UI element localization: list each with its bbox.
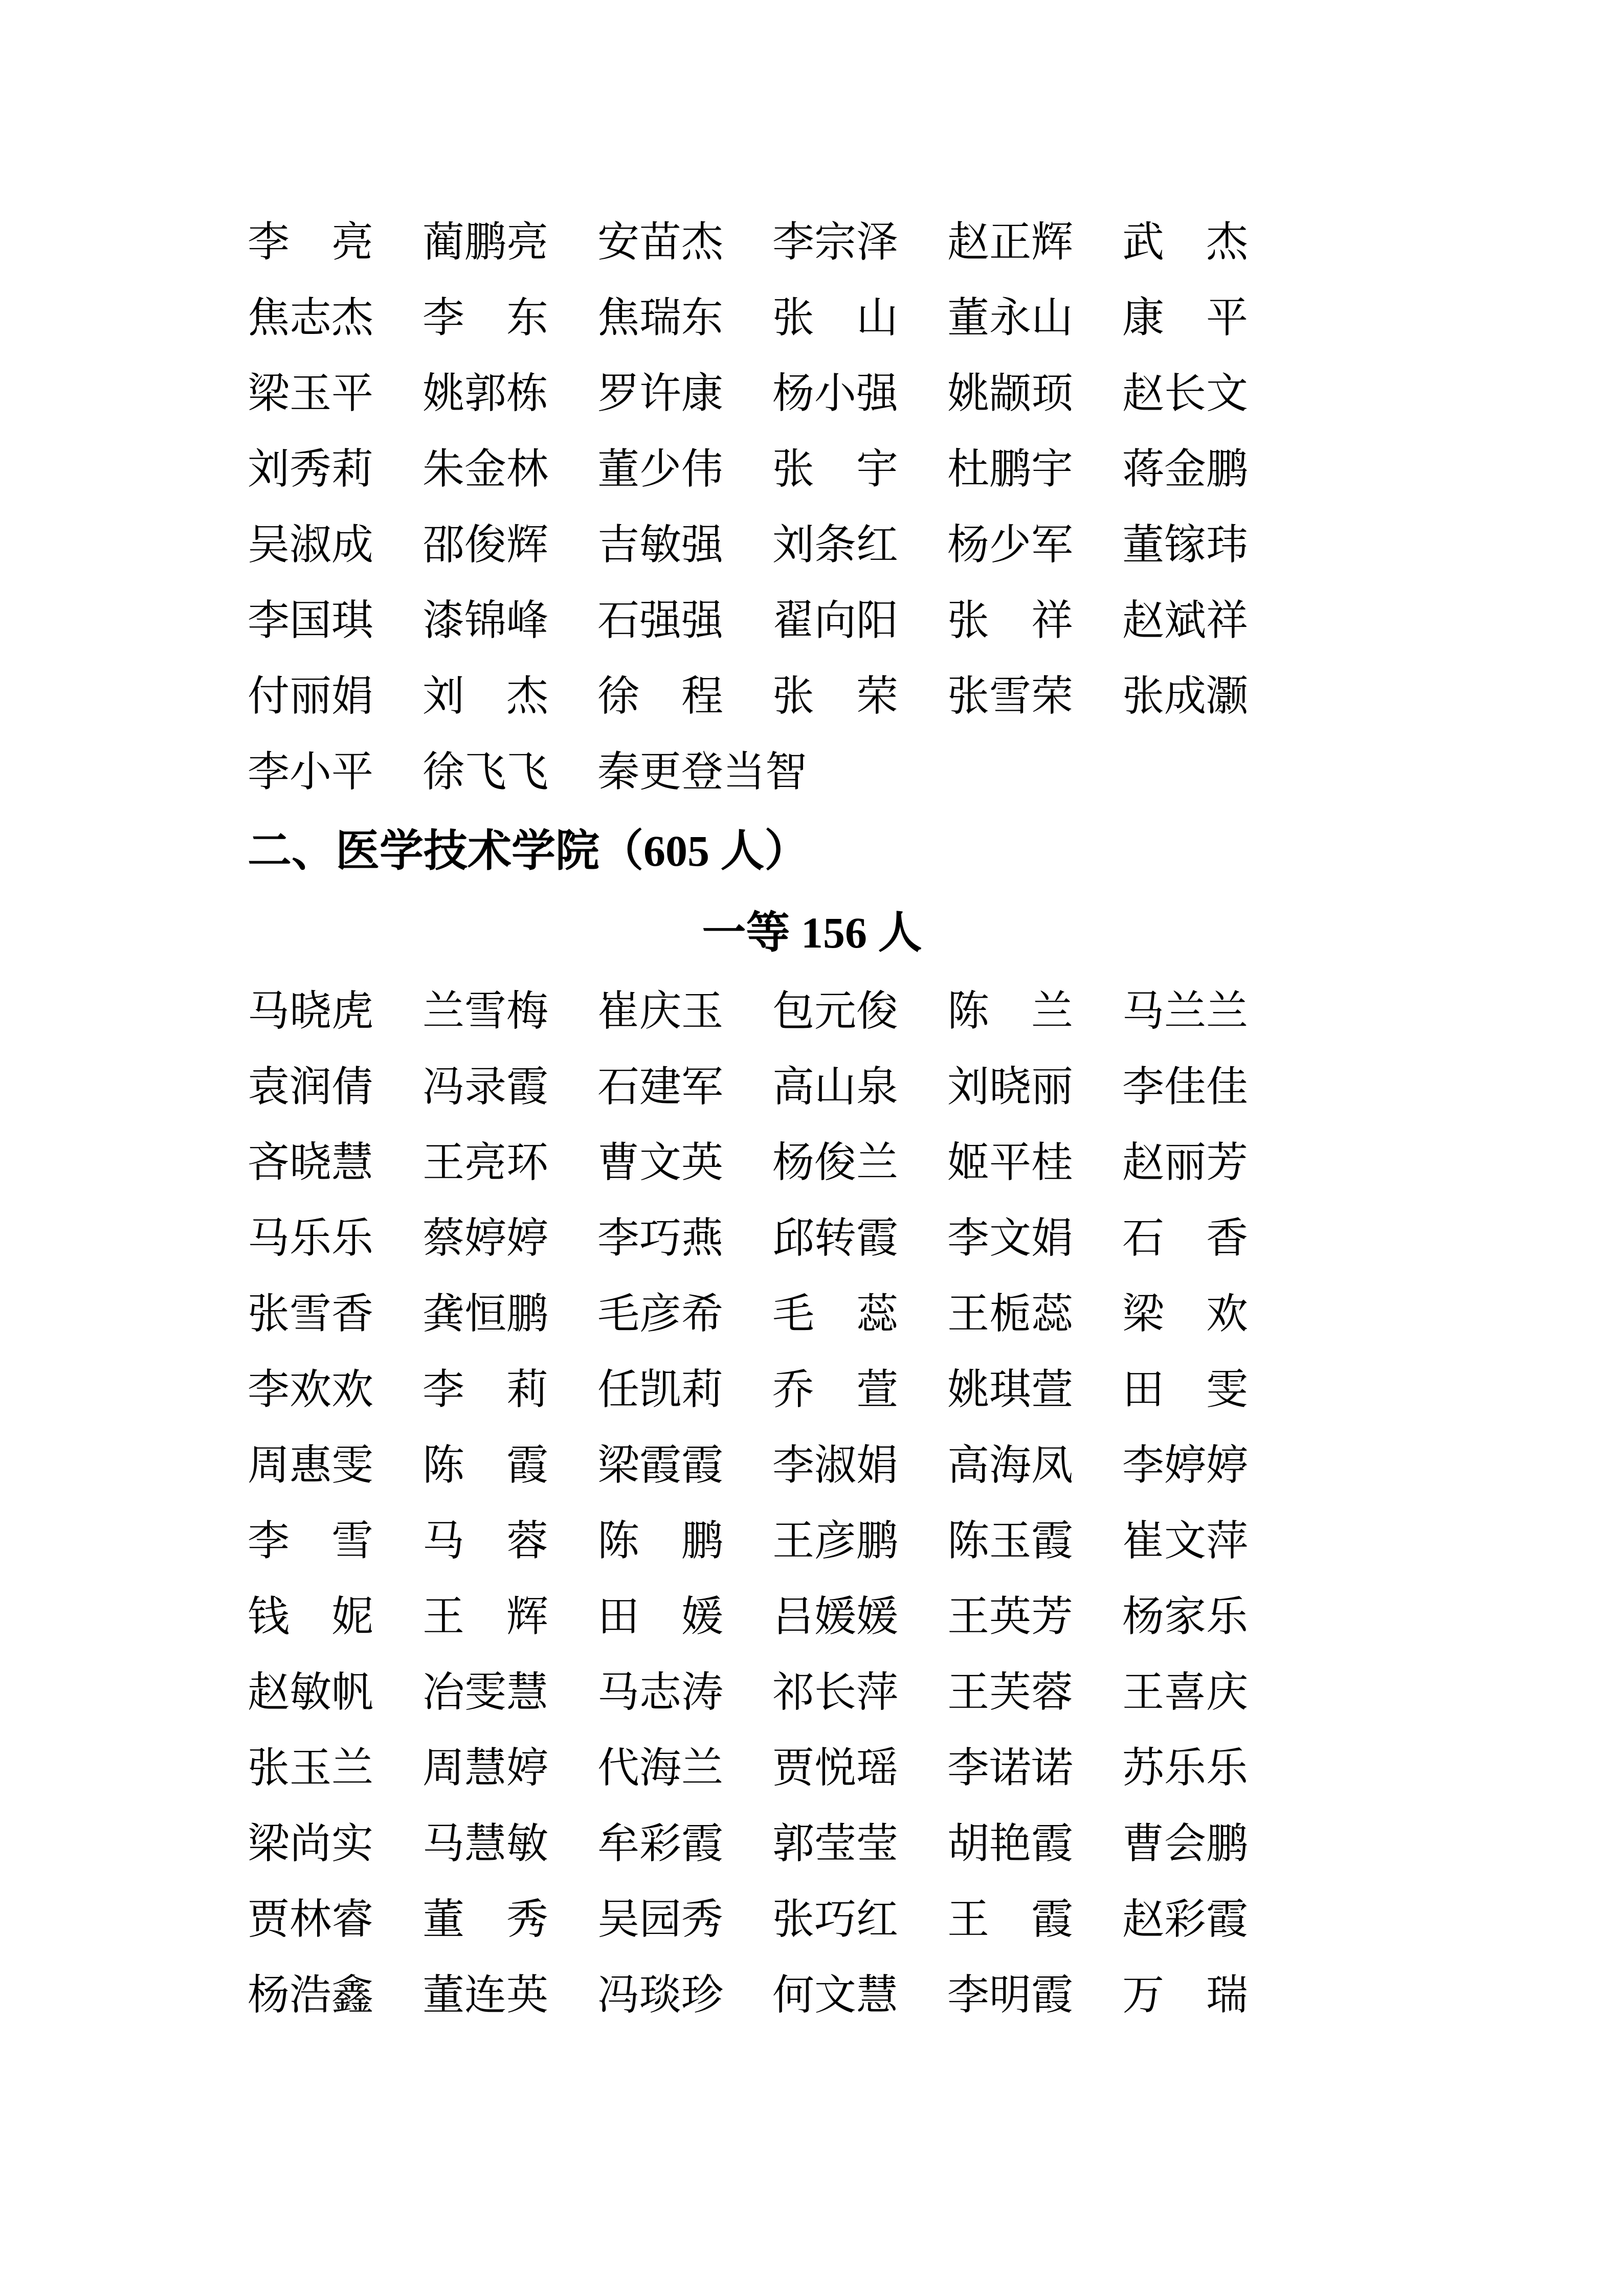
name-cell: 董永山	[947, 295, 1074, 341]
name-cell: 康 平	[1122, 295, 1249, 341]
document-content	[248, 205, 1376, 2033]
name-cell: 冯琰珍	[597, 1972, 724, 2018]
name-cell: 王彦鹏	[772, 1518, 899, 1564]
name-cell: 付丽娟	[248, 673, 374, 719]
name-cell: 赵彩霞	[1122, 1896, 1249, 1943]
tier-heading: 一等 156 人	[702, 908, 922, 957]
name-cell: 张 荣	[772, 673, 899, 719]
name-cell: 李佳佳	[1122, 1064, 1249, 1110]
name-cell: 姚琪萱	[947, 1366, 1074, 1413]
name-cell: 崔文萍	[1122, 1518, 1249, 1564]
name-cell: 李欢欢	[248, 1366, 374, 1413]
name-cell: 田 媛	[597, 1593, 724, 1640]
name-cell: 王英芳	[947, 1593, 1074, 1640]
name-row	[248, 1957, 1376, 2033]
name-cell: 董 秀	[422, 1896, 549, 1943]
name-cell: 李国琪	[248, 597, 374, 644]
name-cell: 任凯莉	[597, 1366, 724, 1413]
name-cell: 杨俊兰	[772, 1139, 899, 1186]
name-cell: 曹文英	[597, 1139, 724, 1186]
name-cell: 王 辉	[422, 1593, 549, 1640]
name-cell: 赵斌祥	[1122, 597, 1249, 644]
name-cell: 郭莹莹	[772, 1820, 899, 1867]
name-cell: 杨少军	[947, 522, 1074, 568]
name-cell: 吴园秀	[597, 1896, 724, 1943]
name-cell: 张 祥	[947, 597, 1074, 644]
name-cell: 张雪香	[248, 1291, 374, 1337]
name-cell: 马 蓉	[422, 1518, 549, 1564]
name-cell: 杨小强	[772, 370, 899, 417]
name-cell: 漆锦峰	[422, 597, 549, 644]
name-cell: 徐 程	[597, 673, 724, 719]
name-cell: 兰雪梅	[422, 988, 549, 1034]
name-cell: 赵敏帆	[248, 1669, 374, 1716]
name-cell: 苏乐乐	[1122, 1745, 1249, 1791]
name-cell: 赵正辉	[947, 219, 1074, 265]
name-cell: 张 宇	[772, 446, 899, 492]
name-cell: 张玉兰	[248, 1745, 374, 1791]
name-cell: 高海凤	[947, 1442, 1074, 1489]
name-cell: 马志涛	[597, 1669, 724, 1716]
name-cell: 钱 妮	[248, 1593, 374, 1640]
name-cell: 马慧敏	[422, 1820, 549, 1867]
name-cell: 陈 鹏	[597, 1518, 724, 1564]
name-cell: 徐飞飞	[422, 749, 549, 795]
name-cell: 吝晓慧	[248, 1139, 374, 1186]
name-cell: 梁尚实	[248, 1820, 374, 1867]
name-cell: 罗许康	[597, 370, 724, 417]
name-cell: 张成灏	[1122, 673, 1249, 719]
name-row	[248, 432, 1376, 507]
name-cell: 何文慧	[772, 1972, 899, 2018]
name-cell: 邵俊辉	[422, 522, 549, 568]
name-cell: 包元俊	[772, 988, 899, 1034]
name-row	[248, 205, 1376, 280]
name-cell: 石强强	[597, 597, 724, 644]
name-row	[248, 734, 1376, 810]
name-cell: 贾悦瑶	[772, 1745, 899, 1791]
name-cell: 刘条红	[772, 522, 899, 568]
name-cell: 冯录霞	[422, 1064, 549, 1110]
name-cell: 焦志杰	[248, 295, 374, 341]
name-cell: 董镓玮	[1122, 522, 1249, 568]
name-cell: 赵长文	[1122, 370, 1249, 417]
name-cell: 董连英	[422, 1972, 549, 2018]
name-cell: 刘晓丽	[947, 1064, 1074, 1110]
name-cell: 陈 兰	[947, 988, 1074, 1034]
name-cell: 秦更登当智	[597, 749, 808, 795]
name-cell: 乔 萱	[772, 1366, 899, 1413]
name-cell: 吕媛媛	[772, 1593, 899, 1640]
name-row	[248, 1201, 1376, 1276]
name-cell: 梁 欢	[1122, 1291, 1249, 1337]
name-cell: 董少伟	[597, 446, 724, 492]
name-cell: 冶雯慧	[422, 1669, 549, 1716]
name-cell: 袁润倩	[248, 1064, 374, 1110]
section-heading: 二、医学技术学院（605 人）	[248, 826, 809, 875]
name-cell: 代海兰	[597, 1745, 724, 1791]
name-cell: 高山泉	[772, 1064, 899, 1110]
name-cell: 李明霞	[947, 1972, 1074, 2018]
name-cell: 朱金林	[422, 446, 549, 492]
name-cell: 万 瑞	[1122, 1972, 1249, 2018]
name-cell: 李巧燕	[597, 1215, 724, 1262]
name-cell: 毛彦希	[597, 1291, 724, 1337]
name-cell: 吴淑成	[248, 522, 374, 568]
name-row	[248, 1730, 1376, 1806]
name-cell: 张巧红	[772, 1896, 899, 1943]
name-cell: 李诺诺	[947, 1745, 1074, 1791]
name-cell: 王喜庆	[1122, 1669, 1249, 1716]
name-row	[248, 974, 1376, 1049]
name-cell: 龚恒鹏	[422, 1291, 549, 1337]
name-cell: 梁霞霞	[597, 1442, 724, 1489]
name-cell: 李 东	[422, 295, 549, 341]
name-cell: 李文娟	[947, 1215, 1074, 1262]
name-cell: 曹会鹏	[1122, 1820, 1249, 1867]
name-row	[248, 507, 1376, 583]
name-row	[248, 1655, 1376, 1730]
name-cell: 李 莉	[422, 1366, 549, 1413]
name-cell: 王栀蕊	[947, 1291, 1074, 1337]
name-cell: 崔庆玉	[597, 988, 724, 1034]
name-cell: 蔺鹏亮	[422, 219, 549, 265]
top-name-list	[248, 205, 1376, 810]
name-row	[248, 356, 1376, 432]
name-row	[248, 583, 1376, 659]
name-cell: 张雪荣	[947, 673, 1074, 719]
name-cell: 安苗杰	[597, 219, 724, 265]
name-row	[248, 659, 1376, 734]
name-cell: 李 雪	[248, 1518, 374, 1564]
name-row	[248, 1806, 1376, 1882]
name-cell: 焦瑞东	[597, 295, 724, 341]
name-cell: 刘 杰	[422, 673, 549, 719]
name-cell: 石建军	[597, 1064, 724, 1110]
name-cell: 杜鹏宇	[947, 446, 1074, 492]
name-cell: 翟向阳	[772, 597, 899, 644]
name-cell: 杨浩鑫	[248, 1972, 374, 2018]
name-cell: 马晓虎	[248, 988, 374, 1034]
name-cell: 姚郭栋	[422, 370, 549, 417]
name-cell: 祁长萍	[772, 1669, 899, 1716]
name-cell: 牟彩霞	[597, 1820, 724, 1867]
name-cell: 周慧婷	[422, 1745, 549, 1791]
name-cell: 武 杰	[1122, 219, 1249, 265]
name-cell: 王亮环	[422, 1139, 549, 1186]
name-cell: 杨家乐	[1122, 1593, 1249, 1640]
name-cell: 李婷婷	[1122, 1442, 1249, 1489]
name-cell: 姬平桂	[947, 1139, 1074, 1186]
name-row	[248, 1882, 1376, 1957]
name-cell: 梁玉平	[248, 370, 374, 417]
name-cell: 李宗泽	[772, 219, 899, 265]
name-row	[248, 1352, 1376, 1428]
name-cell: 毛 蕊	[772, 1291, 899, 1337]
name-cell: 赵丽芳	[1122, 1139, 1249, 1186]
name-cell: 刘秀莉	[248, 446, 374, 492]
name-cell: 吉敏强	[597, 522, 724, 568]
name-cell: 王 霞	[947, 1896, 1074, 1943]
name-row	[248, 1428, 1376, 1503]
name-row	[248, 280, 1376, 356]
name-cell: 张 山	[772, 295, 899, 341]
name-row	[248, 1049, 1376, 1125]
name-cell: 马乐乐	[248, 1215, 374, 1262]
name-cell: 王芙蓉	[947, 1669, 1074, 1716]
name-cell: 贾林睿	[248, 1896, 374, 1943]
name-cell: 蔡婷婷	[422, 1215, 549, 1262]
name-cell: 田 雯	[1122, 1366, 1249, 1413]
name-cell: 陈 霞	[422, 1442, 549, 1489]
name-row	[248, 1125, 1376, 1201]
name-cell: 蒋金鹏	[1122, 446, 1249, 492]
section-name-list	[248, 974, 1376, 2033]
name-cell: 陈玉霞	[947, 1518, 1074, 1564]
name-cell: 李小平	[248, 749, 374, 795]
name-cell: 李 亮	[248, 219, 374, 265]
name-cell: 马兰兰	[1122, 988, 1249, 1034]
name-cell: 李淑娟	[772, 1442, 899, 1489]
name-row	[248, 1276, 1376, 1352]
name-cell: 姚颛顼	[947, 370, 1074, 417]
name-cell: 周惠雯	[248, 1442, 374, 1489]
name-cell: 石 香	[1122, 1215, 1249, 1262]
name-cell: 胡艳霞	[947, 1820, 1074, 1867]
name-row	[248, 1503, 1376, 1579]
name-row	[248, 1579, 1376, 1655]
name-cell: 邱转霞	[772, 1215, 899, 1262]
